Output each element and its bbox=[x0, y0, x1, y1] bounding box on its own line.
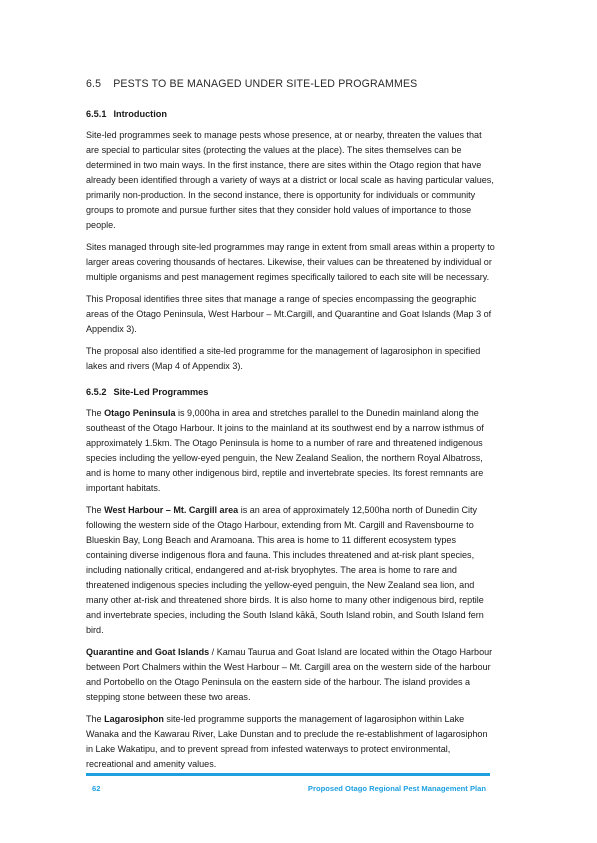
intro-paragraph: Site-led programmes seek to manage pests whose presence, at or nearby, threaten the values that are special to particular sites (protecting the values at the place). The sites themselves can be determined in two main ways. In the first instance, there are sites within the Otago region that have already been identified through a variety of ways at a district or local scale as having particular values, primarily non-production. In the second instance, there is opportunity for individuals or community groups to promote and pursue further sites that they consider hold values of importance to those people. bbox=[86, 130, 494, 230]
site-paragraph-lagarosiphon bbox=[86, 712, 496, 772]
paragraph-body: / Kamau Taurua and Goat Island are located within the Otago Harbour between Port Chalmers within the West Harbour – Mt. Cargill area on the western side of the harbour and Portobello on the Otago Peninsula on the eastern side of the harbour. The island provides a stepping stone between these two areas. bbox=[86, 647, 493, 702]
paragraph-body: site-led programme supports the management of lagarosiphon within Lake Wanaka and the Kawarau River, Lake Dunstan and to preclude the re-establishment of lagarosiphon in Lake Wakatipu, and to prevent spread from infested waterways to protect environmental, recreational and amenity values. bbox=[86, 714, 488, 769]
subsection-number: 6.5.1 bbox=[86, 109, 107, 119]
subsection-heading-site-led bbox=[86, 387, 496, 397]
subsection-title: Introduction bbox=[113, 109, 168, 119]
paragraph-lead: The bbox=[86, 714, 105, 724]
subsection-heading-introduction bbox=[86, 109, 496, 119]
subsection-number: 6.5.2 bbox=[86, 387, 107, 397]
page-number: 62 bbox=[92, 784, 101, 793]
intro-paragraph: This Proposal identifies three sites that manage a range of species encompassing the geographic areas of the Otago Peninsula, West Harbour – Mt.Cargill, and Quarantine and Goat Islands (Map 3 of Appendix 3). bbox=[86, 294, 492, 334]
paragraph-body: is 9,000ha in area and stretches parallel to the Dunedin mainland along the southeast of the Otago Harbour. It joins to the mainland at its southwest end by a narrow isthmus of approximately 1.5km. The Otago Peninsula is home to a number of rare and threatened indigenous species including the yellow-eyed penguin, the New Zealand Sealion, the northern Royal Albatross, and is home to many other indigenous bird, reptile and invertebrate species. Its forest remnants are important habitats. bbox=[86, 408, 484, 493]
site-name: Quarantine and Goat Islands bbox=[86, 647, 210, 657]
section-number: 6.5 bbox=[86, 78, 102, 90]
paragraph-lead: The bbox=[86, 505, 105, 515]
section-title: PESTS TO BE MANAGED UNDER SITE-LED PROGRAMMES bbox=[113, 78, 418, 90]
paragraph-body: is an area of approximately 12,500ha north of Dunedin City following the western side of the Otago Harbour, extending from Mt. Cargill and Ravensbourne to Blueskin Bay, Long Beach and Aramoana. This area is home to 11 different ecosystem types containing diverse indigenous flora and fauna. This includes threatened and at-risk plant species, including nationally critical, endangered and at-risk bryophytes. The area is home to rare and threatened indigenous species including the yellow-eyed penguin, the New Zealand sea lion, and many other at-risk and threatened shore birds. It is also home to many other indigenous bird, reptile and invertebrate species, including the South Island kākā, South Island robin, and South Island fern bird. bbox=[86, 505, 484, 635]
page-content bbox=[86, 78, 496, 779]
intro-paragraph: Sites managed through site-led programmes may range in extent from small areas within a property to larger areas covering thousands of hectares. Likewise, their values can be threatened by individual or multiple organisms and pest management regimes specifically tailored to each site will be necessary. bbox=[86, 242, 495, 282]
site-paragraph-otago-peninsula bbox=[86, 406, 496, 496]
intro-paragraph: The proposal also identified a site-led programme for the management of lagarosiphon in specified lakes and rivers (Map 4 of Appendix 3). bbox=[86, 346, 481, 371]
subsection-title: Site-Led Programmes bbox=[113, 387, 209, 397]
paragraph-lead: The bbox=[86, 408, 105, 418]
site-name: West Harbour – Mt. Cargill area bbox=[104, 505, 239, 515]
site-paragraph-quarantine-goat-islands bbox=[86, 645, 496, 705]
document-title: Proposed Otago Regional Pest Management Plan bbox=[307, 784, 486, 793]
site-name: Otago Peninsula bbox=[104, 408, 176, 418]
site-paragraph-west-harbour bbox=[86, 503, 496, 638]
site-name: Lagarosiphon bbox=[104, 714, 164, 724]
section-heading bbox=[86, 78, 496, 90]
footer-rule bbox=[86, 773, 490, 776]
